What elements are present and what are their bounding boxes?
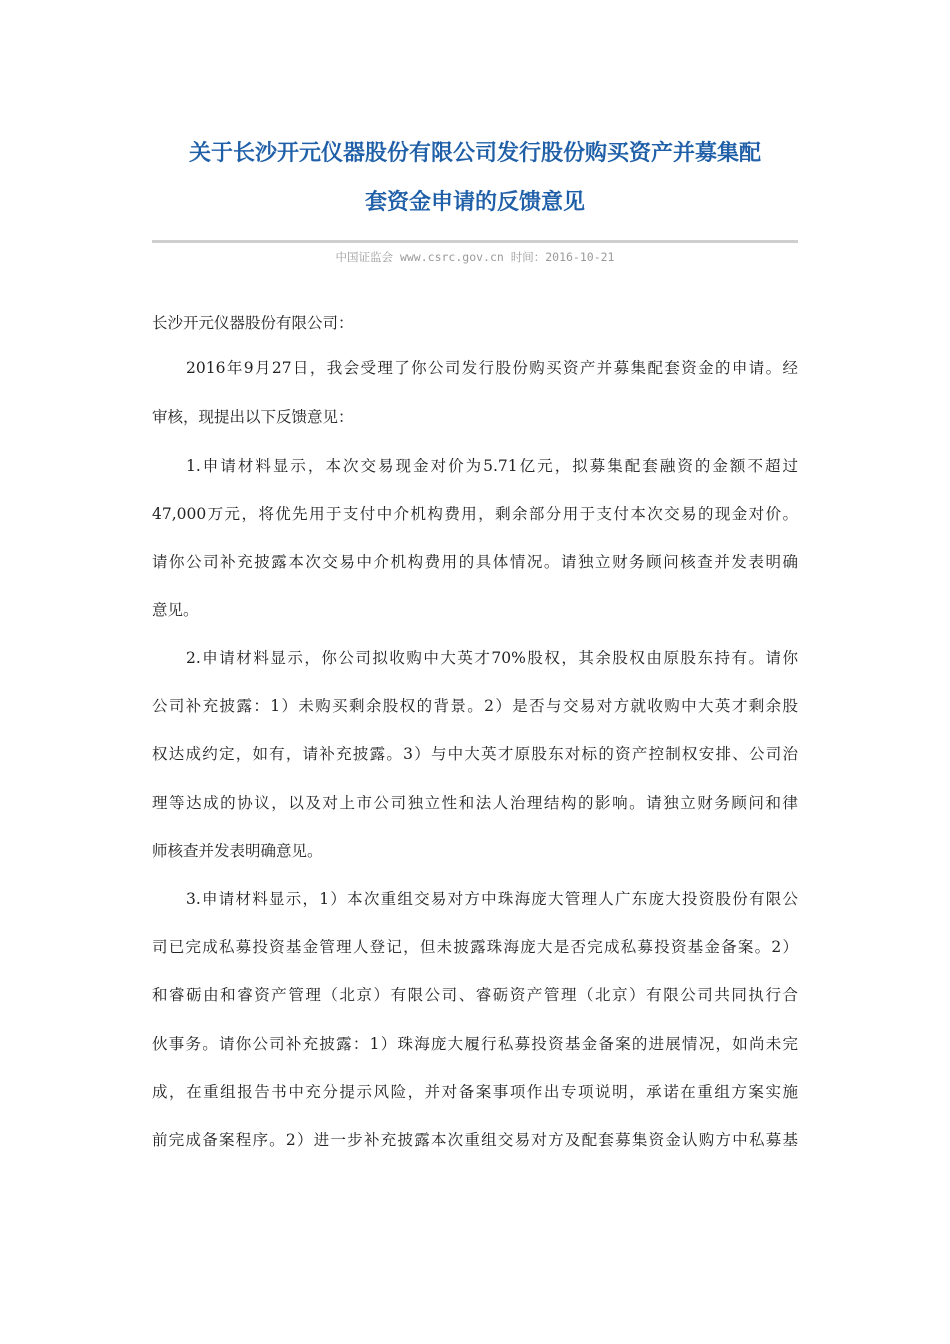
page-title-line-2: 套资金申请的反馈意见 xyxy=(364,190,585,215)
paragraph-line: 请你公司补充披露本次交易中介机构费用的具体情况。请独立财务顾问核查并发表明确 xyxy=(152,553,798,571)
paragraph-line: 前完成备案程序。2）进一步补充披露本次重组交易对方及配套募集资金认购方中私募基 xyxy=(152,1131,798,1149)
paragraph-line: 1.申请材料显示，本次交易现金对价为5.71亿元，拟募集配套融资的金额不超过 xyxy=(186,457,798,475)
paragraph-line: 2.申请材料显示，你公司拟收购中大英才70%股权，其余股权由原股东持有。请你 xyxy=(186,649,798,667)
paragraph-line: 成，在重组报告书中充分提示风险，并对备案事项作出专项说明，承诺在重组方案实施 xyxy=(152,1083,798,1101)
paragraph-line: 意见。 xyxy=(152,601,199,619)
paragraph-line: 理等达成的协议，以及对上市公司独立性和法人治理结构的影响。请独立财务顾问和律 xyxy=(152,794,798,812)
paragraph-line: 师核查并发表明确意见。 xyxy=(152,842,323,860)
title-divider xyxy=(152,240,798,243)
salutation: 长沙开元仪器股份有限公司： xyxy=(152,314,354,332)
paragraph-line: 2016年9月27日，我会受理了你公司发行股份购买资产并募集配套资金的申请。经 xyxy=(186,359,798,377)
paragraph-line: 47,000万元，将优先用于支付中介机构费用，剩余部分用于支付本次交易的现金对价。 xyxy=(152,505,798,523)
source-meta: 中国证监会 www.csrc.gov.cn 时间：2016-10-21 xyxy=(335,250,615,264)
paragraph-line: 权达成约定，如有，请补充披露。3）与中大英才原股东对标的资产控制权安排、公司治 xyxy=(152,745,798,763)
paragraph-line: 审核，现提出以下反馈意见： xyxy=(152,408,354,426)
paragraph-line: 伙事务。请你公司补充披露：1）珠海庞大履行私募投资基金备案的进展情况，如尚未完 xyxy=(152,1035,798,1053)
paragraph-line: 3.申请材料显示，1）本次重组交易对方中珠海庞大管理人广东庞大投资股份有限公 xyxy=(186,890,798,908)
paragraph-line: 司已完成私募投资基金管理人登记，但未披露珠海庞大是否完成私募投资基金备案。2） xyxy=(152,938,798,956)
paragraph-line: 公司补充披露：1）未购买剩余股权的背景。2）是否与交易对方就收购中大英才剩余股 xyxy=(152,697,798,715)
paragraph-line: 和睿砺由和睿资产管理（北京）有限公司、睿砺资产管理（北京）有限公司共同执行合 xyxy=(152,986,798,1004)
page-title-line-1: 关于长沙开元仪器股份有限公司发行股份购买资产并募集配 xyxy=(188,141,761,166)
